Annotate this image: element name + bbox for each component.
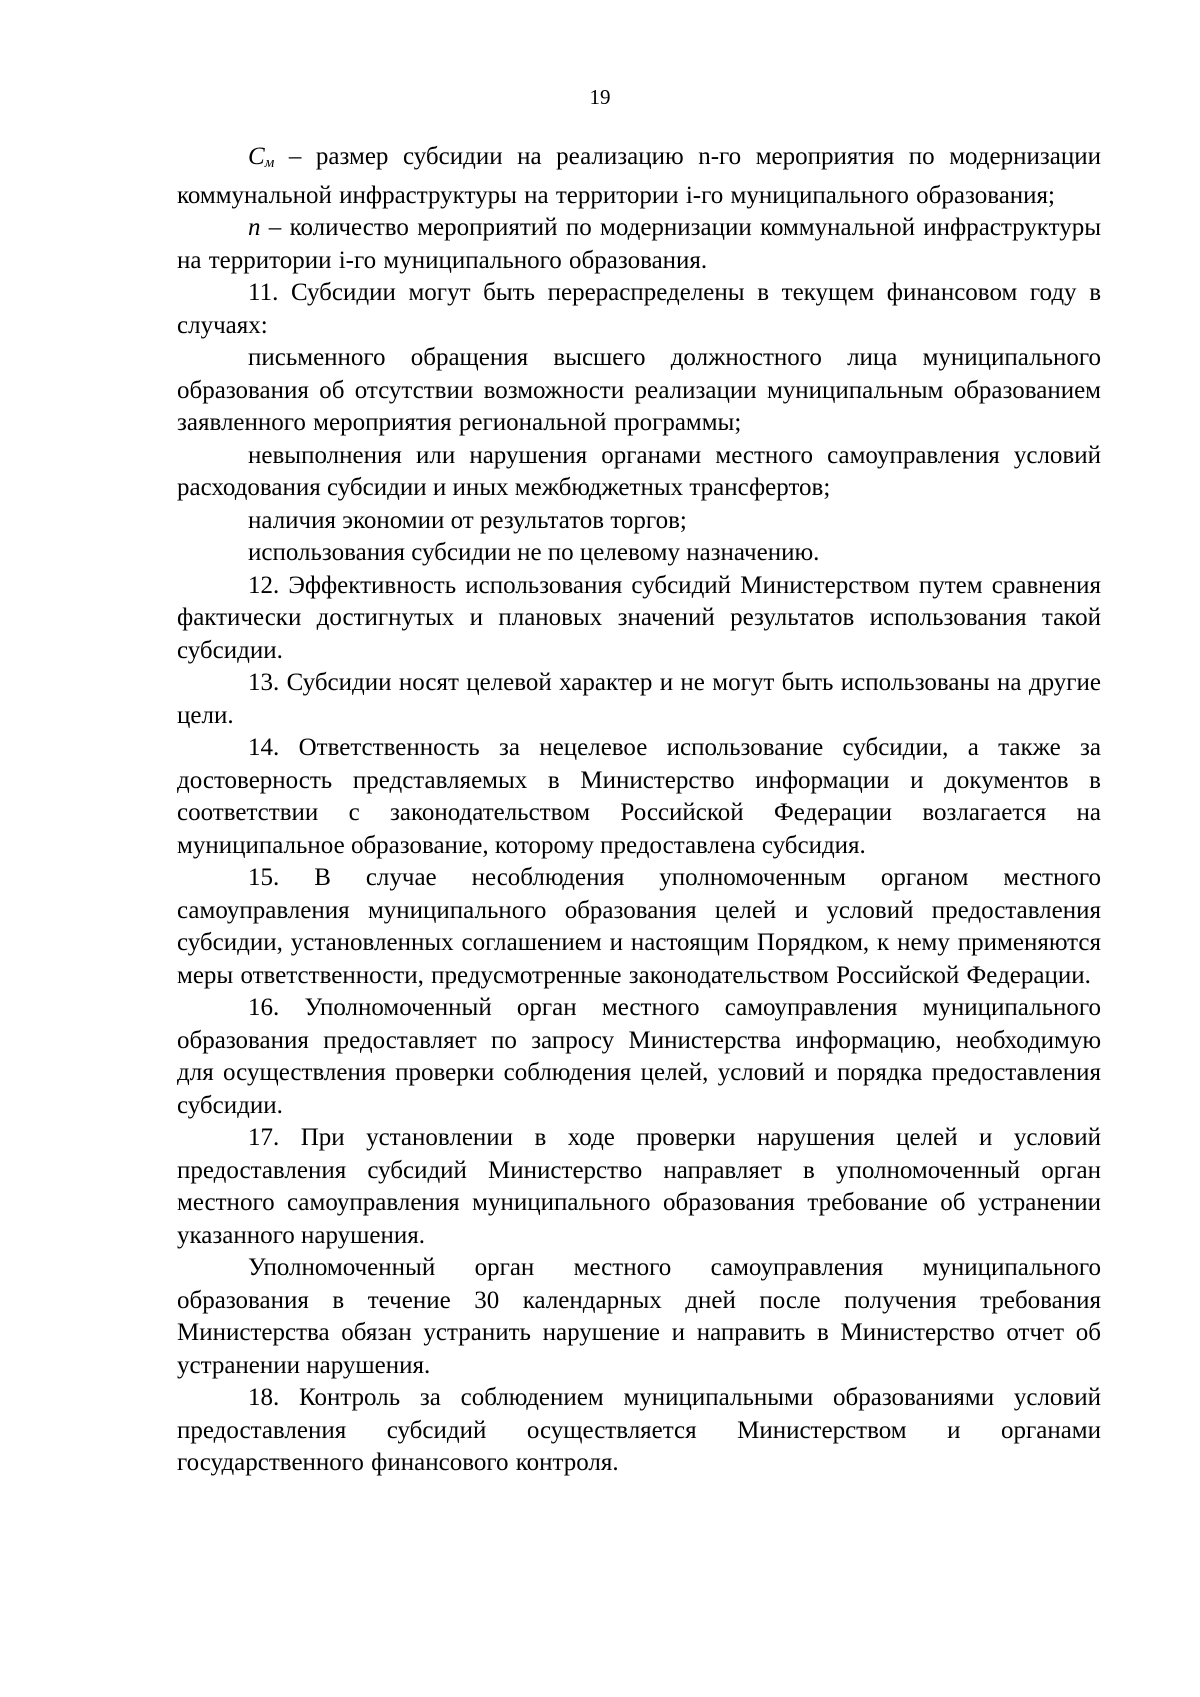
formula-symbol: C xyxy=(248,143,265,170)
list-item-savings: наличия экономии от результатов торгов; xyxy=(248,506,687,534)
paragraph-12: 12. Эффективность использования субсидий Министерством путем сравнения фактически достигнутых и плановых значений результатов использования такой субсидии. xyxy=(177,571,1101,664)
paragraph-17-continued: Уполномоченный орган местного самоуправления муниципального образования в течение 30 календарных дней после получения требования Министерства обязан устранить нарушение и направить в Министерство отчет об устранении нарушения. xyxy=(177,1254,1101,1379)
paragraph-16: 16. Уполномоченный орган местного самоуправления муниципального образования предоставляет по запросу Министерства информацию, необходимую для осуществления проверки соблюдения целей, условий и порядка предоставления субсидии. xyxy=(177,994,1101,1119)
paragraph-14: 14. Ответственность за нецелевое использование субсидии, а также за достоверность представляемых в Министерство информации и документов в соответствии с законодательством Российской Федерации возлагается на муниципальное образование, которому предоставлена субсидия. xyxy=(177,734,1101,859)
list-item-written-request: письменного обращения высшего должностного лица муниципального образования об отсутствии возможности реализации муниципальным образованием заявленного мероприятия региональной программы; xyxy=(177,344,1101,436)
document-body xyxy=(177,141,1101,1480)
formula-subscript: м xyxy=(264,155,275,171)
list-item-misuse: использования субсидии не по целевому назначению. xyxy=(248,539,820,566)
definition-text: – размер субсидии на реализацию n-го мероприятия по модернизации коммунальной инфраструктуры на территории i-го муниципального образования; xyxy=(177,143,1101,209)
paragraph-11: 11. Субсидии могут быть перераспределены в текущем финансовом году в случаях: xyxy=(177,279,1101,339)
definition-text: – количество мероприятий по модернизации коммунальной инфраструктуры на территории i-го муниципального образования. xyxy=(177,214,1101,274)
definition-cm xyxy=(177,141,1101,212)
paragraph-13: 13. Субсидии носят целевой характер и не могут быть использованы на другие цели. xyxy=(177,669,1101,729)
paragraph-17: 17. При установлении в ходе проверки нарушения целей и условий предоставления субсидий Министерство направляет в уполномоченный орган местного самоуправления муниципального образования требование об устранении указанного нарушения. xyxy=(177,1124,1101,1249)
formula-symbol: n xyxy=(248,214,261,241)
paragraph-18: 18. Контроль за соблюдением муниципальными образованиями условий предоставления субсидий осуществляется Министерством и органами государственного финансового контроля. xyxy=(177,1384,1101,1476)
page-number: 19 xyxy=(589,85,611,109)
definition-n xyxy=(177,212,1101,277)
list-item-violation: невыполнения или нарушения органами местного самоуправления условий расходования субсидии и иных межбюджетных трансфертов; xyxy=(177,441,1101,501)
paragraph-15: 15. В случае несоблюдения уполномоченным органом местного самоуправления муниципального образования целей и условий предоставления субсидии, установленных соглашением и настоящим Порядком, к нему применяются меры ответственности, предусмотренные законодательством Российской Федерации. xyxy=(177,864,1101,989)
